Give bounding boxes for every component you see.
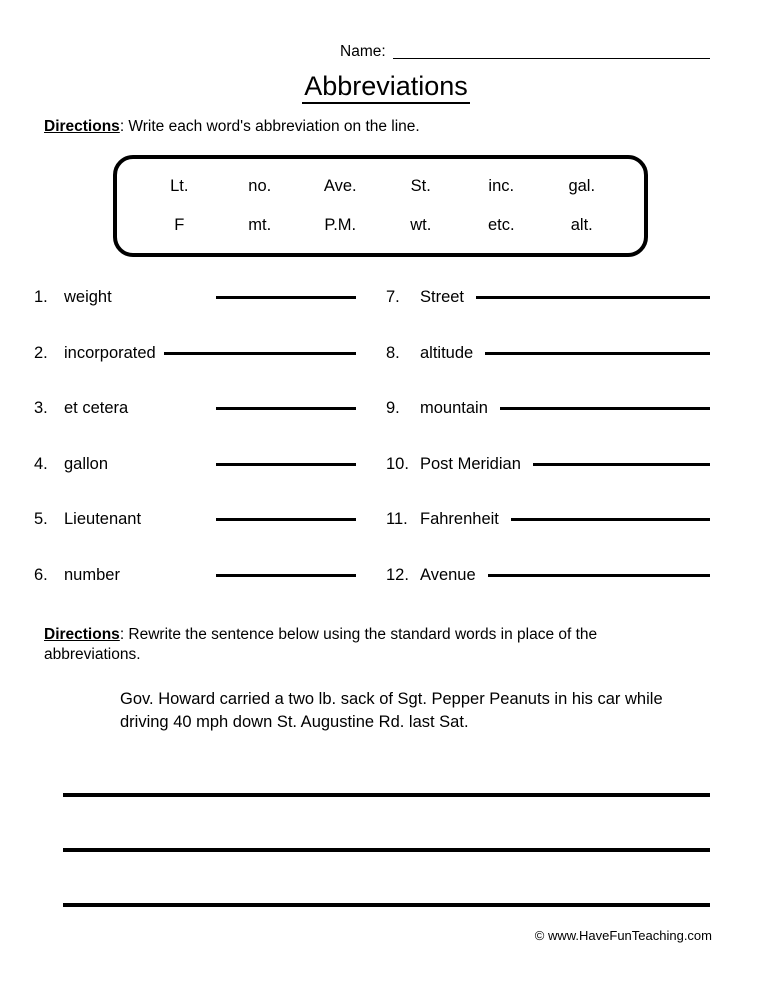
exercise-item bbox=[34, 455, 356, 511]
exercise-item bbox=[386, 288, 710, 344]
word-bank-term: St. bbox=[410, 177, 431, 195]
sentence-to-rewrite: Gov. Howard carried a two lb. sack of Sgt. Pepper Peanuts in his car while driving 40 mph down St. Augustine Rd. last Sat. bbox=[120, 690, 663, 732]
exercise-number: 5. bbox=[34, 510, 48, 528]
exercise-column-right bbox=[386, 288, 710, 621]
exercise-item bbox=[34, 288, 356, 344]
word-bank-term: P.M. bbox=[324, 216, 357, 234]
exercise-answer-blank[interactable] bbox=[511, 518, 710, 521]
exercise-item bbox=[34, 510, 356, 566]
exercise-answer-blank[interactable] bbox=[216, 296, 356, 299]
exercise-answer-blank[interactable] bbox=[216, 518, 356, 521]
word-bank-term: wt. bbox=[410, 216, 432, 234]
word-bank-term: alt. bbox=[570, 216, 593, 234]
page-title-text: Abbreviations bbox=[302, 71, 470, 104]
footer-copyright: © www.HaveFunTeaching.com bbox=[534, 928, 712, 943]
exercise-word: Post Meridian bbox=[420, 454, 521, 473]
exercise-answer-blank[interactable] bbox=[485, 352, 710, 355]
word-bank-term: inc. bbox=[488, 177, 515, 195]
exercise-column-left bbox=[34, 288, 356, 621]
exercise-item bbox=[386, 510, 710, 566]
exercise-number: 8. bbox=[386, 343, 400, 362]
exercise-word: mountain bbox=[420, 399, 488, 417]
word-bank-row-2 bbox=[117, 216, 644, 235]
directions-second bbox=[44, 625, 694, 666]
word-bank-term: Ave. bbox=[323, 177, 357, 195]
exercise-word: gallon bbox=[64, 454, 109, 473]
exercise-number: 11. bbox=[386, 510, 408, 528]
exercise-number: 3. bbox=[34, 399, 48, 417]
exercise-number: 9. bbox=[386, 399, 400, 417]
exercise-number: 1. bbox=[34, 288, 48, 306]
name-label: Name: bbox=[340, 43, 386, 60]
answer-write-line-1[interactable] bbox=[63, 793, 710, 797]
exercise-answer-blank[interactable] bbox=[216, 463, 356, 466]
exercise-answer-blank[interactable] bbox=[216, 407, 356, 410]
word-bank-term: gal. bbox=[568, 177, 596, 195]
exercise-item bbox=[386, 344, 710, 400]
word-bank-term: mt. bbox=[248, 216, 272, 234]
word-bank-term: etc. bbox=[487, 216, 515, 234]
word-bank-box bbox=[113, 155, 648, 257]
exercise-item bbox=[386, 566, 710, 622]
answer-write-line-3[interactable] bbox=[63, 903, 710, 907]
exercise-answer-blank[interactable] bbox=[164, 352, 356, 355]
exercise-word: Avenue bbox=[420, 565, 476, 584]
word-bank-term: F bbox=[174, 216, 185, 234]
exercise-number: 7. bbox=[386, 288, 400, 306]
exercise-number: 6. bbox=[34, 565, 48, 584]
exercise-word: altitude bbox=[420, 343, 474, 362]
word-bank-row-1 bbox=[117, 177, 644, 196]
exercise-item bbox=[34, 566, 356, 622]
exercise-number: 12. bbox=[386, 565, 409, 584]
exercise-word: Lieutenant bbox=[64, 510, 142, 528]
exercise-item bbox=[34, 399, 356, 455]
exercise-word: et cetera bbox=[64, 399, 129, 417]
directions-first bbox=[44, 117, 694, 137]
directions-text: : Rewrite the sentence below using the standard words in place of the abbreviations. bbox=[44, 626, 598, 664]
name-field-row bbox=[340, 44, 710, 61]
exercise-answer-blank[interactable] bbox=[488, 574, 710, 577]
exercise-item bbox=[386, 455, 710, 511]
exercise-number: 4. bbox=[34, 454, 48, 473]
directions-label: Directions bbox=[44, 118, 120, 135]
name-input-line[interactable] bbox=[393, 58, 710, 59]
exercise-word: Fahrenheit bbox=[420, 510, 499, 528]
exercise-item bbox=[34, 344, 356, 400]
answer-write-line-2[interactable] bbox=[63, 848, 710, 852]
exercise-word: weight bbox=[64, 288, 112, 306]
exercise-word: number bbox=[64, 565, 120, 584]
exercise-number: 10. bbox=[386, 454, 409, 473]
word-bank-term: Lt. bbox=[170, 177, 189, 195]
exercise-answer-blank[interactable] bbox=[500, 407, 710, 410]
page-title bbox=[0, 72, 772, 102]
exercise-word: Street bbox=[420, 288, 465, 306]
word-bank-term: no. bbox=[248, 177, 272, 195]
exercise-answer-blank[interactable] bbox=[476, 296, 710, 299]
exercise-answer-blank[interactable] bbox=[533, 463, 710, 466]
exercise-word: incorporated bbox=[64, 343, 156, 362]
exercise-number: 2. bbox=[34, 343, 48, 362]
exercise-item bbox=[386, 399, 710, 455]
directions-label: Directions bbox=[44, 626, 120, 643]
exercise-answer-blank[interactable] bbox=[216, 574, 356, 577]
directions-text: : Write each word's abbreviation on the line. bbox=[119, 118, 420, 135]
